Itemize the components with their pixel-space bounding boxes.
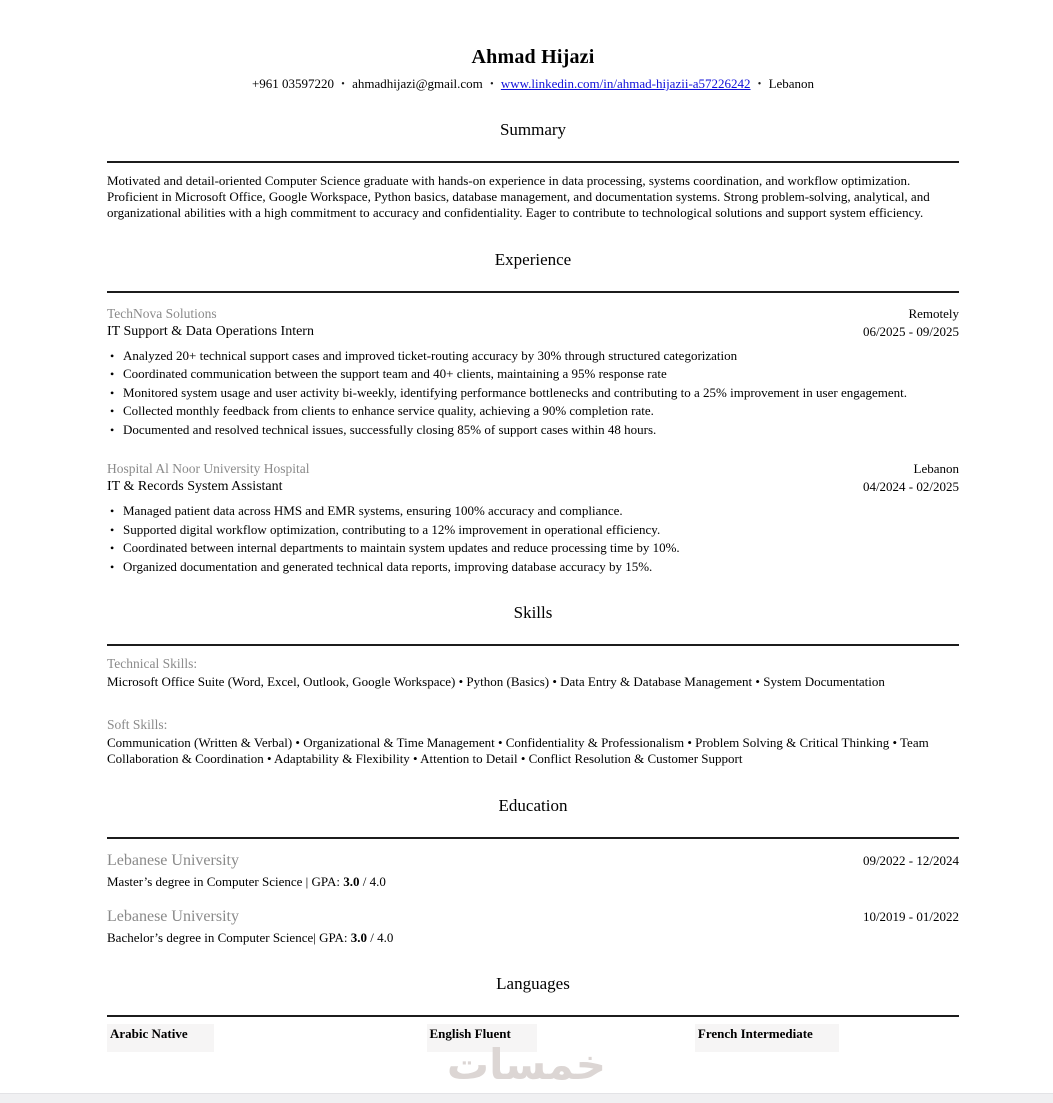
contact-separator-dot: • xyxy=(341,79,345,90)
section-title-education: Education xyxy=(498,795,568,815)
page-bottom-edge xyxy=(0,1093,1053,1103)
language-item: English Fluent xyxy=(427,1024,537,1052)
experience-bullet: • Organized documentation and generated technical data reports, improving database accuracy by 15%. xyxy=(107,559,959,576)
job-header xyxy=(107,305,959,341)
job-role: IT Support & Data Operations Intern xyxy=(107,323,314,339)
experience-job xyxy=(107,305,959,439)
education-dates: 09/2022 - 12/2024 xyxy=(862,852,959,868)
education-header xyxy=(107,907,959,927)
experience-bullet: • Managed patient data across HMS and EMR systems, ensuring 100% accuracy and compliance. xyxy=(107,503,959,520)
section-title-summary: Summary xyxy=(499,120,567,139)
job-left xyxy=(107,460,310,496)
degree-text: Bachelor’s degree in Computer Science| GPA: xyxy=(107,929,348,945)
skill-group-text: Communication (Written & Verbal) • Organizational & Time Management • Confidentiality & Professionalism • Problem Solving & Critical Thinking • Team Collaboration & Coordination • Adaptability & Flexibility • Attention to Detail • Conflict Resolution & Customer Support xyxy=(107,734,929,767)
contact-separator-dot: • xyxy=(757,79,762,90)
contact-line xyxy=(107,76,959,92)
khamsat-watermark: خمسات xyxy=(446,1040,607,1089)
section-rule xyxy=(107,837,959,839)
job-dates: 06/2025 - 09/2025 xyxy=(862,323,959,339)
education-degree xyxy=(107,930,959,946)
gpa-scale: / 4.0 xyxy=(362,873,386,889)
job-header xyxy=(107,460,959,496)
education-degree xyxy=(107,874,959,890)
experience-bullet: • Documented and resolved technical issues, successfully closing 85% of support cases within 48 hours. xyxy=(107,422,959,439)
job-left xyxy=(107,305,314,341)
resume-content xyxy=(107,0,959,1052)
skill-group-label: Technical Skills: xyxy=(107,656,198,672)
section-rule xyxy=(107,291,959,293)
experience-bullet: • Coordinated communication between the support team and 40+ clients, maintaining a 95% response rate xyxy=(107,366,959,383)
experience-bullet: • Analyzed 20+ technical support cases and improved ticket-routing accuracy by 30% through structured categorization xyxy=(107,348,959,365)
skill-group-label: Soft Skills: xyxy=(107,716,168,732)
contact-phone: +961 03597220 xyxy=(251,76,335,91)
job-role: IT & Records System Assistant xyxy=(107,479,283,495)
linkedin-url[interactable]: www.linkedin.com/in/ahmad-hijazii-a57226242 xyxy=(500,76,751,91)
degree-text: Master’s degree in Computer Science | GPA: xyxy=(107,873,340,889)
experience-bullet: • Supported digital workflow optimization, contributing to a 12% improvement in operational efficiency. xyxy=(107,522,959,539)
experience-job xyxy=(107,460,959,575)
skill-group-text: Microsoft Office Suite (Word, Excel, Outlook, Google Workspace) • Python (Basics) • Data Entry & Database Management • System Documentation xyxy=(107,674,885,690)
experience-bullet: • Monitored system usage and user activity bi-weekly, identifying performance bottlenecks and contributing to a 25% improvement in user engagement. xyxy=(107,385,959,402)
education-school: Lebanese University xyxy=(107,851,239,869)
job-bullet-list xyxy=(107,348,959,439)
experience-bullet: • Collected monthly feedback from clients to enhance service quality, achieving a 90% completion rate. xyxy=(107,403,959,420)
job-bullet-list xyxy=(107,503,959,575)
job-company: TechNova Solutions xyxy=(107,305,217,321)
job-company: Hospital Al Noor University Hospital xyxy=(107,461,310,477)
gpa-value: 3.0 xyxy=(343,873,360,889)
job-location: Remotely xyxy=(908,305,959,321)
job-right xyxy=(863,460,959,496)
summary-text: Motivated and detail-oriented Computer Science graduate with hands-on experience in data processing, systems coordination, and workflow optimization. Proficient in Microsoft Office, Google Workspace, Python basics, database management, and documentation systems. Strong problem-solving, analytical, and organizational abilities with a high commitment to accuracy and confidentiality. Eager to contribute to technological solutions and support system efficiency. xyxy=(107,173,930,221)
education-entry xyxy=(107,907,959,946)
job-right xyxy=(863,305,959,341)
job-location: Lebanon xyxy=(913,461,959,477)
candidate-name: Ahmad Hijazi xyxy=(471,46,595,68)
gpa-scale: / 4.0 xyxy=(370,929,394,945)
contact-location: Lebanon xyxy=(768,76,815,91)
education-header xyxy=(107,851,959,871)
section-title-skills: Skills xyxy=(513,603,553,623)
section-title-experience: Experience xyxy=(494,249,572,269)
education-school: Lebanese University xyxy=(107,907,239,925)
section-rule xyxy=(107,161,959,163)
skill-group-technical xyxy=(107,655,959,691)
experience-bullet: • Coordinated between internal departments to maintain system updates and reduce processing time by 10%. xyxy=(107,540,959,557)
language-item: Arabic Native xyxy=(107,1024,214,1052)
contact-email: ahmadhijazi@gmail.com xyxy=(352,76,483,91)
section-rule xyxy=(107,1015,959,1017)
section-title-languages: Languages xyxy=(496,973,570,993)
language-item: French Intermediate xyxy=(695,1024,839,1052)
section-rule xyxy=(107,644,959,646)
contact-separator-dot: • xyxy=(490,79,494,90)
education-dates: 10/2019 - 01/2022 xyxy=(862,908,959,924)
linkedin-link[interactable] xyxy=(501,76,751,91)
gpa-value: 3.0 xyxy=(350,929,368,945)
education-entry xyxy=(107,851,959,890)
skill-group-soft xyxy=(107,716,959,768)
job-dates: 04/2024 - 02/2025 xyxy=(862,479,959,495)
